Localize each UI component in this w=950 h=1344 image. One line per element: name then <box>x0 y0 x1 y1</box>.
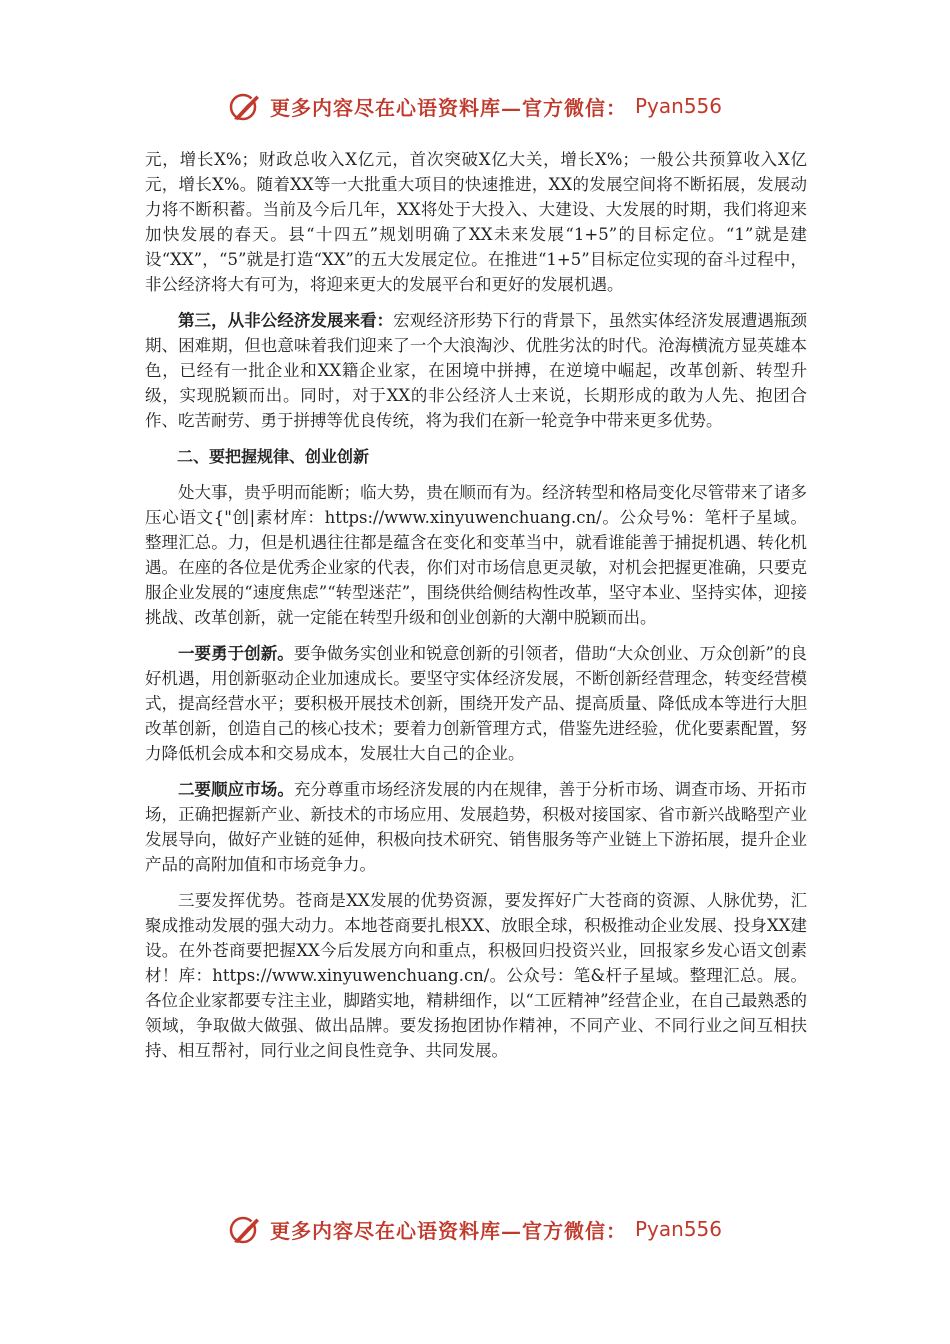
paragraph-6: 三要发挥优势。苍商是XX发展的优势资源，要发挥好广大苍商的资源、人脉优势，汇聚成推动发展的强大动力。本地苍商要扎根XX、放眼全球，积极推动企业发展、投身XX建设。在外苍商要把握XX今后发展方向和重点，积极回归投资兴业，回报家乡发心语文创素材！库：https://www.xinyuwenchuang.cn/。公众号：笔&杆子星域。整理汇总。展。各位企业家都要专注主业，脚踏实地，精耕细作，以“工匠精神”经营企业，在自己最熟悉的领域，争取做大做强、做出品牌。要发扬抱团协作精神，不同产业、不同行业之间互相扶持、相互帮衬，同行业之间良性竞争、共同发展。 <box>145 891 807 1060</box>
paragraph-2-lead: 第三，从非公经济发展来看： <box>178 311 394 330</box>
paragraph-4-lead: 一要勇于创新。 <box>178 644 294 663</box>
paragraph-3: 处大事，贵乎明而能断；临大势，贵在顺而有为。经济转型和格局变化尽管带来了诸多压心语文{"创|素材库：https://www.xinyuwenchuang.cn/。公众号%：笔杆子星域。整理汇总。力，但是机遇往往都是蕴含在变化和变革当中，就看谁能善于捕捉机遇、转化机遇。在座的各位是优秀企业家的代表，你们对市场信息更灵敏，对机会把握更准确，只要克服企业发展的“速度焦虑”“转型迷茫”，围绕供给侧结构性改革，坚守本业、坚持实体，迎接挑战、改革创新，就一定能在转型升级和创业创新的大潮中脱颖而出。 <box>145 483 807 627</box>
paragraph-4 <box>145 641 807 766</box>
paragraph-2 <box>145 308 807 433</box>
footer-banner <box>0 1209 950 1249</box>
header-wechat-id: Pyan556 <box>634 94 722 118</box>
document-body <box>145 147 807 1074</box>
paragraph-4-text: 要争做务实创业和锐意创新的引领者，借助“大众创业、万众创新”的良好机遇，用创新驱动企业加速成长。要坚守实体经济发展，不断创新经营理念，转变经营模式，提高经营水平；要积极开展技术创新，围绕开发产品、提高质量、降低成本等进行大胆改革创新，创造自己的核心技术；要着力创新管理方式，借鉴先进经验，优化要素配置，努力降低机会成本和交易成本，发展壮大自己的企业。 <box>145 644 808 763</box>
quill-logo-icon <box>228 1212 262 1246</box>
footer-wechat-id: Pyan556 <box>634 1217 722 1241</box>
header-banner-text: 更多内容尽在心语资料库—官方微信： <box>269 95 627 120</box>
quill-logo-icon <box>228 89 262 123</box>
paragraph-5-lead: 二要顺应市场。 <box>178 780 294 799</box>
footer-banner-text: 更多内容尽在心语资料库—官方微信： <box>269 1218 627 1243</box>
paragraph-5 <box>145 777 807 877</box>
paragraph-2-text: 宏观经济形势下行的背景下，虽然实体经济发展遭遇瓶颈期、困难期，但也意味着我们迎来了一个大浪淘沙、优胜劣汰的时代。沧海横流方显英雄本色，已经有一批企业和XX籍企业家，在困境中拼搏，在逆境中崛起，改革创新、转型升级，实现脱颖而出。同时，对于XX的非公经济人士来说，长期形成的敢为人先、抱团合作、吃苦耐劳、勇于拼搏等优良传统，将为我们在新一轮竞争中带来更多优势。 <box>145 311 808 430</box>
paragraph-1: 元，增长X%；财政总收入X亿元，首次突破X亿大关，增长X%；一般公共预算收入X亿元，增长X%。随着XX等一大批重大项目的快速推进，XX的发展空间将不断拓展，发展动力将不断积蓄。当前及今后几年，XX将处于大投入、大建设、大发展的时期，我们将迎来加快发展的春天。县“十四五”规划明确了XX未来发展“1+5”的目标定位。“1”就是建设“XX”，“5”就是打造“XX”的五大发展定位。在推进“1+5”目标定位实现的奋斗过程中，非公经济将大有可为，将迎来更大的发展平台和更好的发展机遇。 <box>145 150 807 294</box>
paragraph-5-text: 充分尊重市场经济发展的内在规律，善于分析市场、调查市场、开拓市场，正确把握新产业、新技术的市场应用、发展趋势，积极对接国家、省市新兴战略型产业发展导向，做好产业链的延伸，积极向技术研究、销售服务等产业链上下游拓展，提升企业产品的高附加值和市场竞争力。 <box>145 780 808 874</box>
header-banner <box>0 86 950 126</box>
section-heading: 二、要把握规律、创业创新 <box>177 447 370 466</box>
